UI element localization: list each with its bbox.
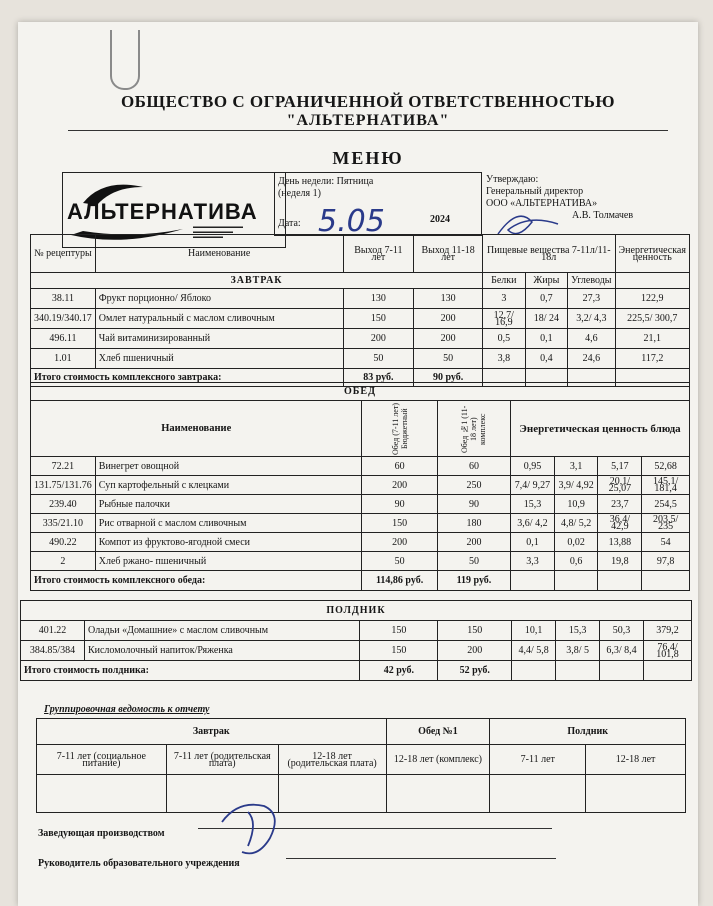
report-cell	[586, 775, 686, 813]
day-of-week: День недели: Пятница	[278, 176, 374, 187]
table-row	[21, 621, 692, 641]
paper-clip	[110, 30, 140, 90]
snack-section: ПОЛДНИК	[21, 601, 692, 621]
energy: 54	[642, 533, 690, 552]
dish-name: Рыбные палочки	[95, 495, 362, 514]
production-head-signature	[208, 792, 288, 864]
table-row	[31, 533, 690, 552]
lunch-col-name: Наименование	[31, 401, 362, 457]
report-cell	[37, 775, 167, 813]
snack-total-7-11: 42 руб.	[360, 661, 438, 681]
breakfast-total-7-11: 83 руб.	[343, 369, 414, 387]
production-head-label: Заведующая производством	[38, 828, 165, 839]
fat: 3,8/ 5	[556, 641, 600, 661]
report-lunch-header: Обед №1	[386, 719, 490, 745]
recipe-code: 2	[31, 552, 96, 571]
col-recipe: № рецептуры	[31, 235, 96, 273]
approval-line1: Утверждаю:	[486, 174, 539, 185]
organization-header	[58, 92, 678, 130]
col-carb: Углеводы	[568, 273, 615, 289]
col-name: Наименование	[95, 235, 343, 273]
director-label: Руководитель образовательного учреждения	[38, 858, 240, 869]
fat: 0,6	[554, 552, 598, 571]
energy: 203,5/ 235	[642, 514, 690, 533]
energy: 379,2	[643, 621, 691, 641]
report-col-5: 7-11 лет	[490, 745, 586, 775]
breakfast-total-label: Итого стоимость комплексного завтрака:	[31, 369, 344, 387]
dish-name: Кисломолочный напиток/Ряженка	[84, 641, 359, 661]
lunch-col-out-7-11: Обед (7-11 лет) Бюджетный	[390, 402, 409, 455]
report-col-1: 7-11 лет (социальное питание)	[37, 745, 167, 775]
dish-name: Хлеб ржано- пшеничный	[95, 552, 362, 571]
recipe-code: 1.01	[31, 349, 96, 369]
snack-total-11-18: 52 руб.	[438, 661, 512, 681]
dish-name: Суп картофельный с клецками	[95, 476, 362, 495]
protein: 7,4/ 9,27	[511, 476, 555, 495]
energy: 225,5/ 300,7	[615, 309, 689, 329]
portion-11-18: 50	[437, 552, 510, 571]
portion-7-11: 200	[343, 329, 414, 349]
fat: 10,9	[554, 495, 598, 514]
recipe-code: 72.21	[31, 457, 96, 476]
logo-tagline-lines: ▬▬▬▬▬▬▬▬▬▬ ▬▬▬▬▬▬▬▬ ▬▬▬▬▬▬	[193, 224, 243, 240]
dish-name: Омлет натуральный с маслом сливочным	[95, 309, 343, 329]
carbs: 3,2/ 4,3	[568, 309, 615, 329]
fat: 0,02	[554, 533, 598, 552]
dish-name: Чай витаминизированный	[95, 329, 343, 349]
report-col-4: 12-18 лет (комплекс)	[386, 745, 490, 775]
carbs: 50,3	[600, 621, 644, 641]
approval-name: А.В. Толмачев	[572, 210, 634, 221]
energy: 117,2	[615, 349, 689, 369]
carbs: 23,7	[598, 495, 642, 514]
dish-name: Компот из фруктово-ягодной смеси	[95, 533, 362, 552]
menu-sheet	[18, 22, 698, 906]
protein: 15,3	[511, 495, 555, 514]
protein: 3	[483, 289, 525, 309]
col-fat: Жиры	[525, 273, 568, 289]
protein: 0,1	[511, 533, 555, 552]
energy: 21,1	[615, 329, 689, 349]
fat: 0,7	[525, 289, 568, 309]
fat: 0,1	[525, 329, 568, 349]
table-row	[31, 514, 690, 533]
recipe-code: 496.11	[31, 329, 96, 349]
table-row	[31, 349, 690, 369]
lunch-col-energy: Энергетическая ценность блюда	[511, 401, 690, 457]
recipe-code: 131.75/131.76	[31, 476, 96, 495]
director-line	[286, 858, 556, 859]
report-col-2: 7-11 лет (родительская плата)	[166, 745, 278, 775]
carbs: 5,17	[598, 457, 642, 476]
lunch-table	[30, 382, 690, 591]
portion-7-11: 150	[343, 309, 414, 329]
recipe-code: 38.11	[31, 289, 96, 309]
portion-11-18: 90	[437, 495, 510, 514]
portion-11-18: 200	[437, 533, 510, 552]
protein: 12,7/ 16,9	[483, 309, 525, 329]
table-row	[21, 641, 692, 661]
recipe-code: 401.22	[21, 621, 85, 641]
carbs: 4,6	[568, 329, 615, 349]
carbs: 20,1/ 25,07	[598, 476, 642, 495]
lunch-col-out-11-18: Обед №1 (11-18 лет) комплекс	[460, 404, 488, 453]
report-table	[36, 718, 686, 813]
portion-7-11: 150	[360, 641, 438, 661]
table-row	[31, 552, 690, 571]
report-col-3: 12-18 лет (родительская плата)	[278, 745, 386, 775]
carbs: 13,88	[598, 533, 642, 552]
report-snack-header: Полдник	[490, 719, 686, 745]
portion-7-11: 60	[362, 457, 437, 476]
portion-7-11: 150	[360, 621, 438, 641]
lunch-section: ОБЕД	[31, 383, 690, 401]
portion-11-18: 130	[414, 289, 483, 309]
portion-11-18: 60	[437, 457, 510, 476]
approval-line2: Генеральный директор	[486, 186, 584, 197]
year-value: 2024	[430, 214, 450, 225]
dish-name: Фрукт порционно/ Яблоко	[95, 289, 343, 309]
table-row	[31, 495, 690, 514]
report-cell	[278, 775, 386, 813]
energy: 76,4/ 101,8	[643, 641, 691, 661]
protein: 0,5	[483, 329, 525, 349]
report-col-6: 12-18 лет	[586, 745, 686, 775]
protein: 3,3	[511, 552, 555, 571]
portion-7-11: 50	[362, 552, 437, 571]
recipe-code: 340.19/340.17	[31, 309, 96, 329]
energy: 254,5	[642, 495, 690, 514]
portion-11-18: 200	[438, 641, 512, 661]
report-cell	[386, 775, 490, 813]
protein: 4,4/ 5,8	[512, 641, 556, 661]
lunch-total-label: Итого стоимость комплексного обеда:	[31, 571, 362, 591]
fat: 15,3	[556, 621, 600, 641]
carbs: 27,3	[568, 289, 615, 309]
col-out-7-11: Выход 7-11 лет	[343, 235, 414, 273]
table-row	[31, 329, 690, 349]
logo-text: АЛЬТЕРНАТИВА	[67, 199, 258, 224]
report-breakfast-header: Завтрак	[37, 719, 387, 745]
breakfast-total-11-18: 90 руб.	[414, 369, 483, 387]
page-title: МЕНЮ	[332, 148, 404, 168]
col-nutrients: Пищевые вещества 7-11л/11-18л	[483, 235, 615, 273]
portion-11-18: 50	[414, 349, 483, 369]
date-value-handwritten: 5.05	[318, 204, 385, 239]
fat: 0,4	[525, 349, 568, 369]
col-energy: Энергетическая ценность	[615, 235, 689, 273]
fat: 3,1	[554, 457, 598, 476]
carbs: 36,4/ 42,9	[598, 514, 642, 533]
breakfast-table	[30, 234, 690, 387]
snack-total-label: Итого стоимость полдника:	[21, 661, 360, 681]
portion-7-11: 90	[362, 495, 437, 514]
protein: 0,95	[511, 457, 555, 476]
energy: 52,68	[642, 457, 690, 476]
protein: 3,6/ 4,2	[511, 514, 555, 533]
protein: 3,8	[483, 349, 525, 369]
carbs: 24,6	[568, 349, 615, 369]
dish-name: Оладьи «Домашние» с маслом сливочным	[84, 621, 359, 641]
portion-7-11: 150	[362, 514, 437, 533]
recipe-code: 335/21.10	[31, 514, 96, 533]
dish-name: Рис отварной с маслом сливочным	[95, 514, 362, 533]
carbs: 6,3/ 8,4	[600, 641, 644, 661]
org-name-line1: ОБЩЕСТВО С ОГРАНИЧЕННОЙ ОТВЕТСТВЕННОСТЬЮ	[120, 92, 616, 111]
portion-11-18: 150	[438, 621, 512, 641]
portion-7-11: 130	[343, 289, 414, 309]
portion-7-11: 200	[362, 533, 437, 552]
portion-11-18: 200	[414, 329, 483, 349]
dish-name: Винегрет овощной	[95, 457, 362, 476]
table-row	[31, 476, 690, 495]
table-row	[31, 289, 690, 309]
dish-name: Хлеб пшеничный	[95, 349, 343, 369]
energy: 122,9	[615, 289, 689, 309]
report-title: Группировочная ведомость к отчету	[44, 704, 210, 715]
table-row	[31, 309, 690, 329]
portion-11-18: 250	[437, 476, 510, 495]
portion-11-18: 200	[414, 309, 483, 329]
col-out-11-18: Выход 11-18 лет	[414, 235, 483, 273]
snack-table	[20, 600, 692, 681]
org-name-line2: "АЛЬТЕРНАТИВА"	[286, 112, 450, 129]
portion-11-18: 180	[437, 514, 510, 533]
table-row	[31, 457, 690, 476]
header-rule	[68, 130, 668, 131]
recipe-code: 490.22	[31, 533, 96, 552]
portion-7-11: 200	[362, 476, 437, 495]
energy: 145,1/ 181,4	[642, 476, 690, 495]
fat: 18/ 24	[525, 309, 568, 329]
fat: 4,8/ 5,2	[554, 514, 598, 533]
fat: 3,9/ 4,92	[554, 476, 598, 495]
lunch-total-7-11: 114,86 руб.	[362, 571, 437, 591]
recipe-code: 239.40	[31, 495, 96, 514]
carbs: 19,8	[598, 552, 642, 571]
recipe-code: 384.85/384	[21, 641, 85, 661]
col-protein: Белки	[483, 273, 525, 289]
approval-line3: ООО «АЛЬТЕРНАТИВА»	[486, 198, 598, 209]
lunch-total-11-18: 119 руб.	[437, 571, 510, 591]
report-cell	[490, 775, 586, 813]
week-number: (неделя 1)	[278, 188, 321, 199]
portion-7-11: 50	[343, 349, 414, 369]
protein: 10,1	[512, 621, 556, 641]
breakfast-section: ЗАВТРАК	[31, 273, 483, 289]
energy: 97,8	[642, 552, 690, 571]
date-label: Дата:	[278, 218, 301, 229]
